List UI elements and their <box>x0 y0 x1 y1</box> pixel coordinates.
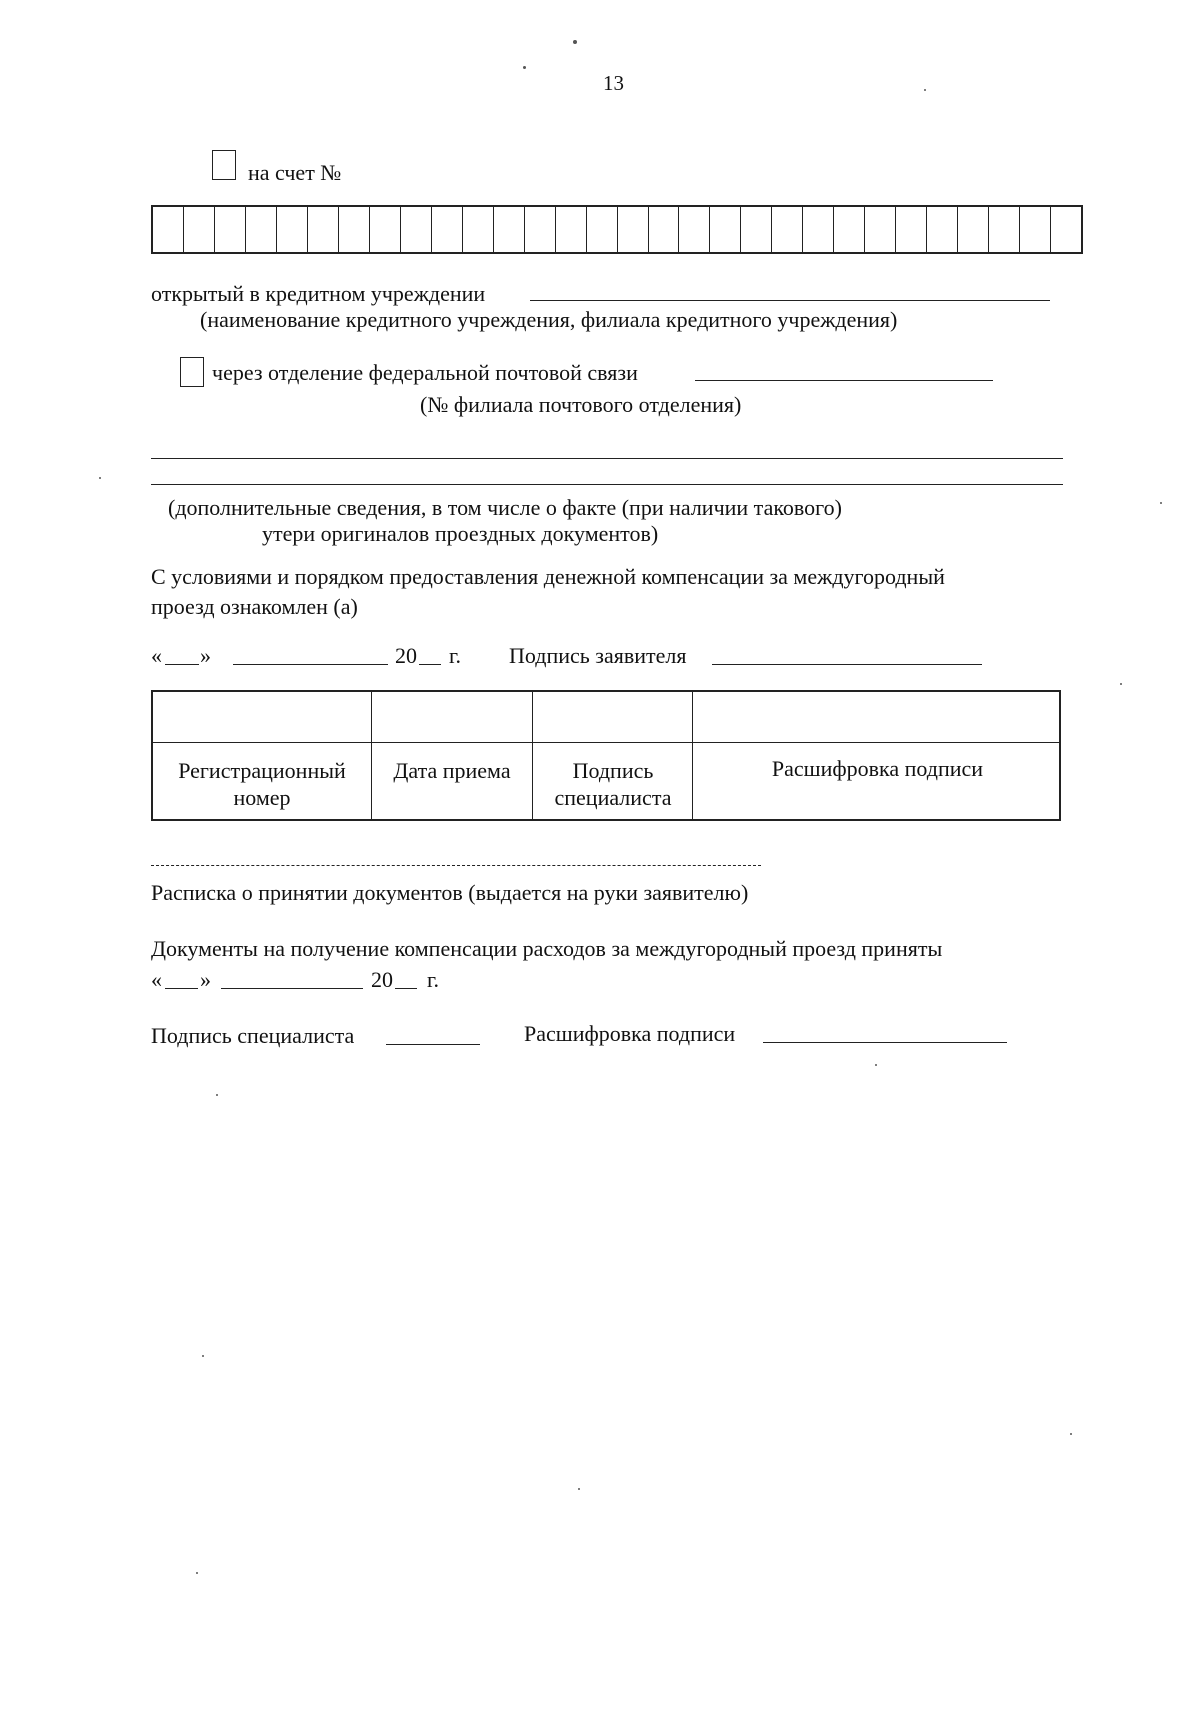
date-year-prefix: 20 <box>395 643 417 668</box>
account-digit-cell[interactable] <box>741 207 772 252</box>
consent-line-2: проезд ознакомлен (а) <box>151 594 358 619</box>
table-cell-receipt-date[interactable] <box>372 692 532 742</box>
account-digit-cell[interactable] <box>277 207 308 252</box>
applicant-signature-field[interactable] <box>712 664 982 665</box>
scan-speck <box>578 1488 580 1490</box>
additional-line-1[interactable] <box>151 458 1063 459</box>
account-digit-cell[interactable] <box>710 207 741 252</box>
account-digit-cell[interactable] <box>618 207 649 252</box>
account-digit-cell[interactable] <box>432 207 463 252</box>
date-close-quote: » <box>200 643 211 668</box>
table-row-divider <box>153 742 1059 743</box>
receipt-close-quote: » <box>200 967 211 992</box>
receipt-month-field[interactable] <box>221 988 363 989</box>
specialist-signature-field[interactable] <box>386 1044 480 1045</box>
additional-line-2[interactable] <box>151 484 1063 485</box>
account-digit-cell[interactable] <box>463 207 494 252</box>
receipt-title: Расписка о принятии документов (выдается на руки заявителю) <box>151 880 749 905</box>
account-digit-cell[interactable] <box>556 207 587 252</box>
account-digit-cell[interactable] <box>865 207 896 252</box>
scan-speck <box>573 40 577 44</box>
account-digit-cell[interactable] <box>215 207 246 252</box>
table-cell-specialist-signature[interactable] <box>533 692 692 742</box>
signature-decoding-field[interactable] <box>763 1042 1007 1043</box>
account-digit-cell[interactable] <box>308 207 339 252</box>
post-checkbox[interactable] <box>180 357 204 387</box>
scan-speck <box>1160 502 1162 504</box>
account-number-grid[interactable] <box>151 205 1083 254</box>
page-number: 13 <box>603 71 624 95</box>
applicant-signature-label: Подпись заявителя <box>509 643 687 668</box>
header-receipt-date: Дата приема <box>393 758 511 783</box>
table-cell-signature-decoding[interactable] <box>693 692 1059 742</box>
bank-hint: (наименование кредитного учреждения, филиала кредитного учреждения) <box>200 307 898 332</box>
post-label: через отделение федеральной почтовой связи <box>212 360 638 385</box>
account-digit-cell[interactable] <box>370 207 401 252</box>
bank-field[interactable] <box>530 300 1050 301</box>
post-field[interactable] <box>695 380 993 381</box>
account-checkbox[interactable] <box>212 150 236 180</box>
additional-hint-2: утери оригиналов проездных документов) <box>262 521 659 546</box>
post-hint: (№ филиала почтового отделения) <box>420 392 742 417</box>
account-digit-cell[interactable] <box>834 207 865 252</box>
scan-speck <box>99 477 101 479</box>
header-specialist-signature: Подпись специалиста <box>554 758 672 810</box>
scan-speck <box>196 1572 198 1574</box>
account-digit-cell[interactable] <box>401 207 432 252</box>
account-digit-cell[interactable] <box>989 207 1020 252</box>
receipt-year-prefix: 20 <box>371 967 393 992</box>
account-digit-cell[interactable] <box>958 207 989 252</box>
account-digit-cell[interactable] <box>525 207 556 252</box>
scan-speck <box>202 1355 204 1357</box>
header-signature-decoding: Расшифровка подписи <box>771 756 984 781</box>
account-digit-cell[interactable] <box>246 207 277 252</box>
account-digit-cell[interactable] <box>1020 207 1051 252</box>
receipt-year-field[interactable] <box>395 988 417 989</box>
consent-line-1: С условиями и порядком предоставления денежной компенсации за междугородный <box>151 564 945 589</box>
account-digit-cell[interactable] <box>803 207 834 252</box>
signature-decoding-label: Расшифровка подписи <box>524 1021 736 1046</box>
account-label: на счет № <box>248 160 342 185</box>
table-cell-registration-number[interactable] <box>153 692 371 742</box>
account-digit-cell[interactable] <box>153 207 184 252</box>
account-digit-cell[interactable] <box>927 207 958 252</box>
receipt-open-quote: « <box>151 967 162 992</box>
date-year-suffix: г. <box>449 643 462 668</box>
account-digit-cell[interactable] <box>1051 207 1081 252</box>
scan-speck <box>1120 683 1122 685</box>
account-digit-cell[interactable] <box>772 207 803 252</box>
scan-speck <box>875 1064 877 1066</box>
scan-speck <box>523 66 526 69</box>
scan-speck <box>1070 1433 1072 1435</box>
receipt-day-field[interactable] <box>165 988 198 989</box>
date-month-field[interactable] <box>233 664 388 665</box>
receipt-year-suffix: г. <box>427 967 440 992</box>
scan-speck <box>924 89 926 91</box>
account-digit-cell[interactable] <box>494 207 525 252</box>
account-digit-cell[interactable] <box>896 207 927 252</box>
header-registration-number: Регистрационный номер <box>178 758 346 810</box>
specialist-signature-label: Подпись специалиста <box>151 1023 355 1048</box>
account-digit-cell[interactable] <box>184 207 215 252</box>
date-open-quote: « <box>151 643 162 668</box>
account-digit-cell[interactable] <box>587 207 618 252</box>
scan-speck <box>216 1094 218 1096</box>
cut-line <box>151 865 761 866</box>
registration-table <box>151 690 1061 821</box>
date-day-field[interactable] <box>165 664 199 665</box>
additional-hint-1: (дополнительные сведения, в том числе о факте (при наличии такового) <box>168 495 842 520</box>
account-digit-cell[interactable] <box>649 207 680 252</box>
account-digit-cell[interactable] <box>339 207 370 252</box>
receipt-line-1: Документы на получение компенсации расходов за междугородный проезд приняты <box>151 936 943 961</box>
bank-label: открытый в кредитном учреждении <box>151 281 486 306</box>
date-year-field[interactable] <box>419 664 441 665</box>
account-digit-cell[interactable] <box>679 207 710 252</box>
